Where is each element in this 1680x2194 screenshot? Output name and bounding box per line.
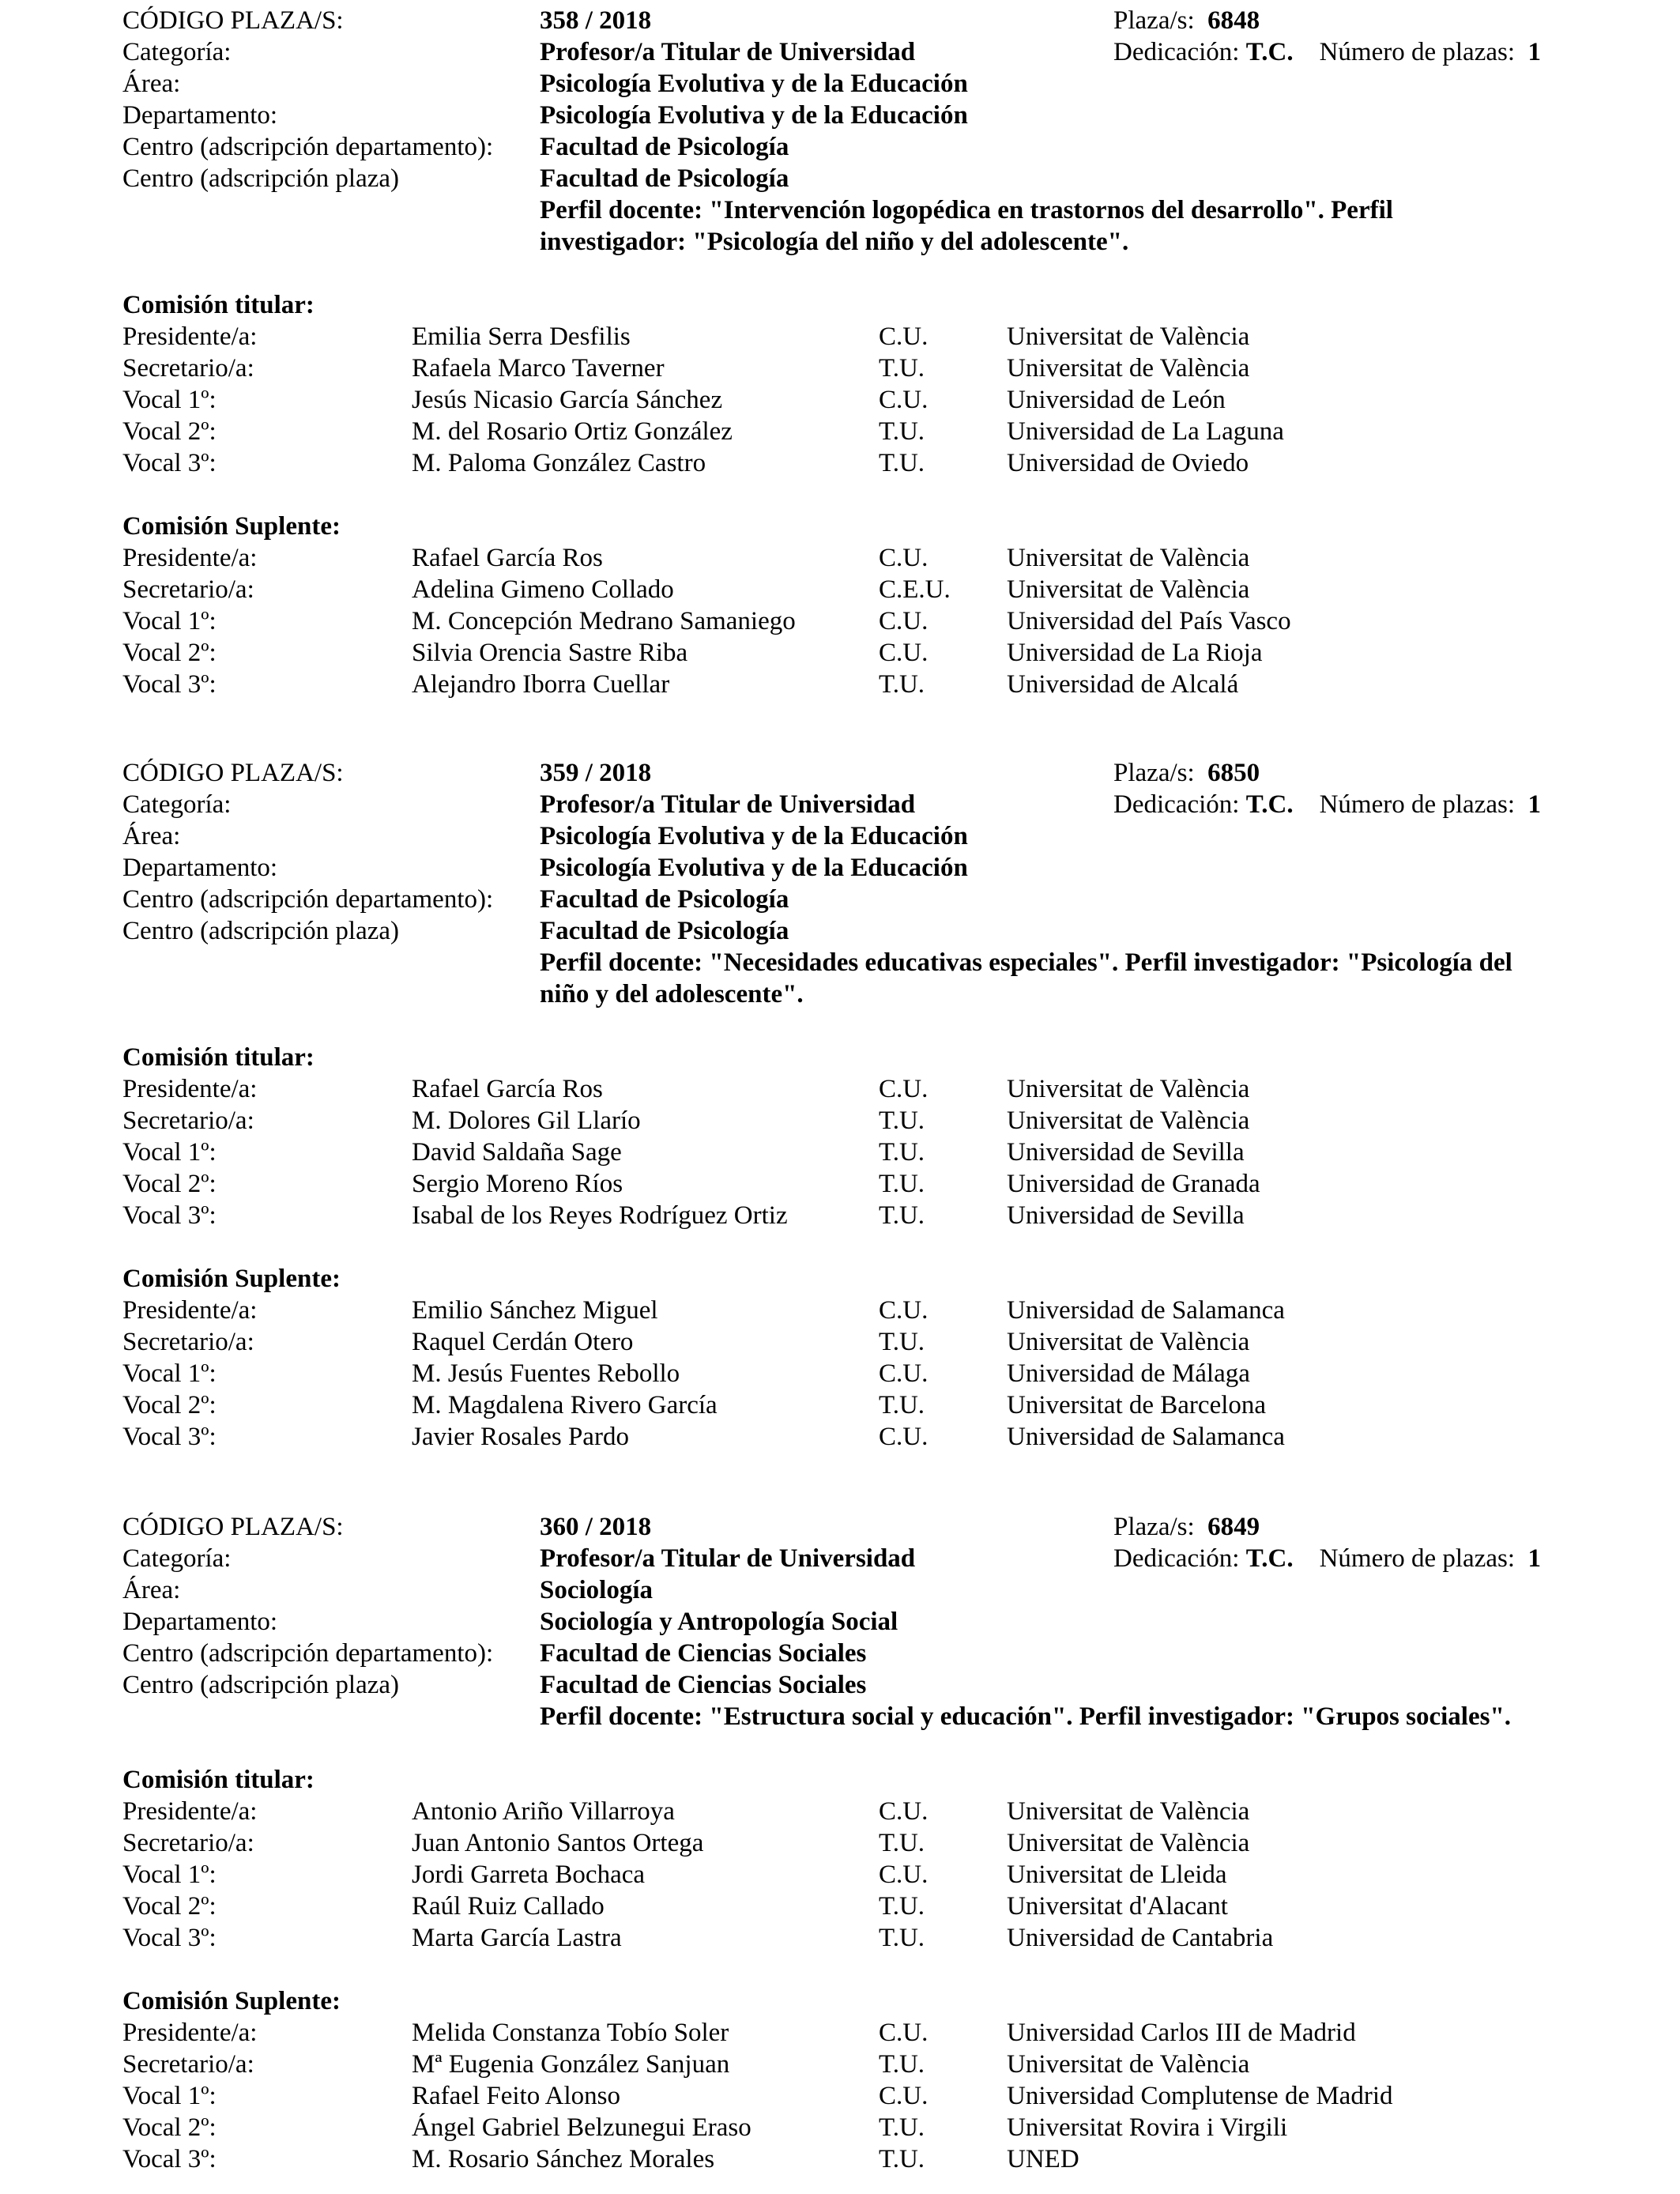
member-name: Javier Rosales Pardo xyxy=(412,1423,629,1451)
member-role: Vocal 2º: xyxy=(122,1892,217,1921)
member-category: C.U. xyxy=(879,1359,929,1388)
member-row xyxy=(122,1200,1624,1231)
member-role: Vocal 1º: xyxy=(122,2082,217,2110)
member-row xyxy=(122,637,1624,669)
member-category: C.U. xyxy=(879,1797,929,1826)
centro-departamento-value: Facultad de Psicología xyxy=(540,133,789,161)
member-row xyxy=(122,542,1624,574)
member-name: Antonio Ariño Villarroya xyxy=(412,1797,675,1826)
centro-plaza-label: Centro (adscripción plaza) xyxy=(122,164,400,193)
member-row xyxy=(122,1105,1624,1137)
perfil-line-1: Perfil docente: "Estructura social y educación". Perfil investigador: "Grupos sociales". xyxy=(540,1702,1512,1731)
member-university: Universidad del País Vasco xyxy=(1007,607,1291,635)
member-category: T.U. xyxy=(879,2050,925,2079)
codigo-label: CÓDIGO PLAZA/S: xyxy=(122,1513,344,1541)
member-name: M. Jesús Fuentes Rebollo xyxy=(412,1359,680,1388)
member-university: Universidad Complutense de Madrid xyxy=(1007,2082,1393,2110)
member-category: C.U. xyxy=(879,1296,929,1325)
suplente-members xyxy=(122,2017,1624,2175)
centro-plaza-value: Facultad de Ciencias Sociales xyxy=(540,1671,867,1699)
member-role: Presidente/a: xyxy=(122,1075,258,1103)
area-label: Área: xyxy=(122,70,181,98)
member-category: T.U. xyxy=(879,449,925,477)
departamento-label: Departamento: xyxy=(122,101,278,130)
codigo-value: 359 / 2018 xyxy=(540,759,652,787)
member-category: C.U. xyxy=(879,2019,929,2047)
member-name: David Saldaña Sage xyxy=(412,1138,622,1167)
member-role: Vocal 3º: xyxy=(122,1924,217,1952)
member-role: Secretario/a: xyxy=(122,1106,254,1135)
member-university: Universitat de València xyxy=(1007,1797,1250,1826)
member-name: Adelina Gimeno Collado xyxy=(412,575,674,604)
member-category: C.E.U. xyxy=(879,575,951,604)
dedicacion-label: Dedicación: xyxy=(1113,1544,1240,1573)
member-category: C.U. xyxy=(879,544,929,572)
numero-plazas-label: Número de plazas: xyxy=(1319,1544,1515,1573)
member-row xyxy=(122,321,1624,352)
area-value: Sociología xyxy=(540,1576,654,1604)
categoria-label: Categoría: xyxy=(122,790,232,819)
member-row xyxy=(122,2080,1624,2112)
member-university: Universitat Rovira i Virgili xyxy=(1007,2113,1288,2142)
member-role: Secretario/a: xyxy=(122,575,254,604)
comision-titular-heading: Comisión titular: xyxy=(122,1766,315,1794)
member-role: Vocal 3º: xyxy=(122,670,217,699)
member-role: Vocal 2º: xyxy=(122,1391,217,1419)
member-university: Universidad de Sevilla xyxy=(1007,1201,1245,1230)
centro-departamento-label: Centro (adscripción departamento): xyxy=(122,1639,494,1668)
member-role: Secretario/a: xyxy=(122,1829,254,1857)
member-role: Vocal 1º: xyxy=(122,607,217,635)
member-role: Secretario/a: xyxy=(122,1328,254,1356)
member-university: Universidad de Salamanca xyxy=(1007,1296,1285,1325)
member-row xyxy=(122,1891,1624,1922)
member-name: M. Concepción Medrano Samaniego xyxy=(412,607,796,635)
member-name: M. Dolores Gil Llarío xyxy=(412,1106,641,1135)
member-university: Universidad Carlos III de Madrid xyxy=(1007,2019,1356,2047)
member-category: T.U. xyxy=(879,1829,925,1857)
member-row xyxy=(122,1796,1624,1827)
member-university: Universidad de Málaga xyxy=(1007,1359,1250,1388)
member-name: Emilio Sánchez Miguel xyxy=(412,1296,658,1325)
categoria-value: Profesor/a Titular de Universidad xyxy=(540,1544,916,1573)
plazas-label: Plaza/s: xyxy=(1113,759,1195,787)
member-name: Jordi Garreta Bochaca xyxy=(412,1860,646,1889)
departamento-value: Psicología Evolutiva y de la Educación xyxy=(540,101,968,130)
titular-members xyxy=(122,1073,1624,1231)
member-name: Rafael García Ros xyxy=(412,544,603,572)
member-row xyxy=(122,1295,1624,1326)
member-name: M. Rosario Sánchez Morales xyxy=(412,2145,715,2173)
numero-plazas-value: 1 xyxy=(1527,38,1541,66)
member-name: M. Paloma González Castro xyxy=(412,449,706,477)
member-university: UNED xyxy=(1007,2145,1079,2173)
member-name: Mª Eugenia González Sanjuan xyxy=(412,2050,730,2079)
member-row xyxy=(122,2017,1624,2049)
member-row xyxy=(122,1168,1624,1200)
perfil-line-1: Perfil docente: "Necesidades educativas especiales". Perfil investigador: "Psicología del xyxy=(540,948,1512,977)
codigo-label: CÓDIGO PLAZA/S: xyxy=(122,6,344,35)
plaza-block-359 xyxy=(122,757,1624,1453)
member-category: T.U. xyxy=(879,2145,925,2173)
member-category: T.U. xyxy=(879,1170,925,1198)
comision-suplente-heading: Comisión Suplente: xyxy=(122,1265,341,1293)
member-category: T.U. xyxy=(879,2113,925,2142)
categoria-label: Categoría: xyxy=(122,38,232,66)
member-category: C.U. xyxy=(879,1860,929,1889)
titular-members xyxy=(122,321,1624,479)
member-name: Rafaela Marco Taverner xyxy=(412,354,665,383)
member-category: T.U. xyxy=(879,670,925,699)
member-category: T.U. xyxy=(879,354,925,383)
member-university: Universidad de Sevilla xyxy=(1007,1138,1245,1167)
area-label: Área: xyxy=(122,1576,181,1604)
member-name: M. Magdalena Rivero García xyxy=(412,1391,718,1419)
member-role: Vocal 3º: xyxy=(122,1201,217,1230)
member-university: Universidad de La Rioja xyxy=(1007,639,1263,667)
categoria-label: Categoría: xyxy=(122,1544,232,1573)
plaza-number: 6848 xyxy=(1207,6,1260,35)
member-row xyxy=(122,2143,1624,2175)
member-university: Universitat de Barcelona xyxy=(1007,1391,1267,1419)
suplente-members xyxy=(122,1295,1624,1453)
member-row xyxy=(122,605,1624,637)
member-role: Vocal 2º: xyxy=(122,1170,217,1198)
member-row xyxy=(122,1358,1624,1389)
member-university: Universitat de Lleida xyxy=(1007,1860,1227,1889)
numero-plazas-value: 1 xyxy=(1527,790,1541,819)
member-role: Presidente/a: xyxy=(122,1797,258,1826)
member-name: Silvia Orencia Sastre Riba xyxy=(412,639,688,667)
plaza-number: 6850 xyxy=(1207,759,1260,787)
centro-plaza-value: Facultad de Psicología xyxy=(540,917,789,945)
dedicacion-value: T.C. xyxy=(1245,38,1294,66)
member-university: Universitat de València xyxy=(1007,1075,1250,1103)
member-name: Melida Constanza Tobío Soler xyxy=(412,2019,729,2047)
comision-suplente-heading: Comisión Suplente: xyxy=(122,1987,341,2015)
member-category: T.U. xyxy=(879,1201,925,1230)
member-university: Universidad de Granada xyxy=(1007,1170,1260,1198)
member-row xyxy=(122,447,1624,479)
member-name: Rafael García Ros xyxy=(412,1075,603,1103)
member-category: C.U. xyxy=(879,1423,929,1451)
member-name: Emilia Serra Desfilis xyxy=(412,322,631,351)
comision-suplente-heading: Comisión Suplente: xyxy=(122,512,341,541)
centro-departamento-value: Facultad de Psicología xyxy=(540,885,789,914)
dedicacion-value: T.C. xyxy=(1245,1544,1294,1573)
member-role: Vocal 3º: xyxy=(122,1423,217,1451)
comision-titular-heading: Comisión titular: xyxy=(122,291,315,319)
member-category: C.U. xyxy=(879,1075,929,1103)
dedicacion-label: Dedicación: xyxy=(1113,790,1240,819)
member-university: Universitat de València xyxy=(1007,354,1250,383)
member-row xyxy=(122,574,1624,605)
member-row xyxy=(122,384,1624,416)
member-university: Universidad de León xyxy=(1007,386,1226,414)
member-name: Jesús Nicasio García Sánchez xyxy=(412,386,723,414)
member-name: Juan Antonio Santos Ortega xyxy=(412,1829,704,1857)
member-name: M. del Rosario Ortiz González xyxy=(412,417,733,446)
area-label: Área: xyxy=(122,822,181,850)
member-role: Presidente/a: xyxy=(122,2019,258,2047)
member-row xyxy=(122,1389,1624,1421)
plaza-block-358 xyxy=(122,5,1624,700)
member-category: T.U. xyxy=(879,1138,925,1167)
member-university: Universitat de València xyxy=(1007,544,1250,572)
member-role: Presidente/a: xyxy=(122,322,258,351)
member-role: Vocal 1º: xyxy=(122,386,217,414)
member-university: Universitat de València xyxy=(1007,575,1250,604)
member-row xyxy=(122,1827,1624,1859)
member-name: Marta García Lastra xyxy=(412,1924,622,1952)
member-row xyxy=(122,2049,1624,2080)
dedicacion-value: T.C. xyxy=(1245,790,1294,819)
member-role: Vocal 1º: xyxy=(122,1860,217,1889)
member-category: C.U. xyxy=(879,2082,929,2110)
member-university: Universitat de València xyxy=(1007,322,1250,351)
member-university: Universidad de Alcalá xyxy=(1007,670,1239,699)
departamento-value: Psicología Evolutiva y de la Educación xyxy=(540,854,968,882)
member-name: Rafael Feito Alonso xyxy=(412,2082,620,2110)
member-category: T.U. xyxy=(879,1106,925,1135)
codigo-value: 360 / 2018 xyxy=(540,1513,652,1541)
member-category: C.U. xyxy=(879,322,929,351)
member-row xyxy=(122,1859,1624,1891)
member-row xyxy=(122,1922,1624,1954)
codigo-value: 358 / 2018 xyxy=(540,6,652,35)
member-role: Secretario/a: xyxy=(122,2050,254,2079)
numero-plazas-label: Número de plazas: xyxy=(1319,38,1515,66)
departamento-label: Departamento: xyxy=(122,1608,278,1636)
member-name: Raúl Ruiz Callado xyxy=(412,1892,605,1921)
member-university: Universidad de La Laguna xyxy=(1007,417,1284,446)
departamento-value: Sociología y Antropología Social xyxy=(540,1608,898,1636)
categoria-value: Profesor/a Titular de Universidad xyxy=(540,790,916,819)
member-row xyxy=(122,1421,1624,1453)
member-name: Raquel Cerdán Otero xyxy=(412,1328,634,1356)
centro-departamento-label: Centro (adscripción departamento): xyxy=(122,885,494,914)
codigo-label: CÓDIGO PLAZA/S: xyxy=(122,759,344,787)
member-row xyxy=(122,416,1624,447)
member-category: T.U. xyxy=(879,1924,925,1952)
plazas-label: Plaza/s: xyxy=(1113,1513,1195,1541)
member-university: Universidad de Oviedo xyxy=(1007,449,1249,477)
member-name: Isabal de los Reyes Rodríguez Ortiz xyxy=(412,1201,788,1230)
centro-departamento-label: Centro (adscripción departamento): xyxy=(122,133,494,161)
numero-plazas-value: 1 xyxy=(1527,1544,1541,1573)
centro-plaza-label: Centro (adscripción plaza) xyxy=(122,1671,400,1699)
member-row xyxy=(122,1326,1624,1358)
member-category: C.U. xyxy=(879,386,929,414)
suplente-members xyxy=(122,542,1624,700)
member-university: Universidad de Cantabria xyxy=(1007,1924,1274,1952)
member-role: Vocal 3º: xyxy=(122,2145,217,2173)
categoria-value: Profesor/a Titular de Universidad xyxy=(540,38,916,66)
member-university: Universitat de València xyxy=(1007,2050,1250,2079)
departamento-label: Departamento: xyxy=(122,854,278,882)
area-value: Psicología Evolutiva y de la Educación xyxy=(540,822,968,850)
member-name: Alejandro Iborra Cuellar xyxy=(412,670,670,699)
comision-titular-heading: Comisión titular: xyxy=(122,1043,315,1072)
centro-plaza-value: Facultad de Psicología xyxy=(540,164,789,193)
member-role: Vocal 2º: xyxy=(122,2113,217,2142)
member-role: Vocal 1º: xyxy=(122,1359,217,1388)
dedicacion-label: Dedicación: xyxy=(1113,38,1240,66)
plazas-label: Plaza/s: xyxy=(1113,6,1195,35)
perfil-line-2: niño y del adolescente". xyxy=(540,980,804,1008)
member-role: Presidente/a: xyxy=(122,544,258,572)
member-role: Secretario/a: xyxy=(122,354,254,383)
plaza-block-360 xyxy=(122,1511,1624,2175)
member-category: T.U. xyxy=(879,1391,925,1419)
member-category: T.U. xyxy=(879,1328,925,1356)
centro-plaza-label: Centro (adscripción plaza) xyxy=(122,917,400,945)
member-row xyxy=(122,1137,1624,1168)
member-role: Vocal 1º: xyxy=(122,1138,217,1167)
plaza-number: 6849 xyxy=(1207,1513,1260,1541)
member-name: Sergio Moreno Ríos xyxy=(412,1170,623,1198)
member-category: C.U. xyxy=(879,607,929,635)
member-row xyxy=(122,2112,1624,2143)
member-university: Universitat de València xyxy=(1007,1328,1250,1356)
member-university: Universitat de València xyxy=(1007,1829,1250,1857)
numero-plazas-label: Número de plazas: xyxy=(1319,790,1515,819)
member-role: Vocal 2º: xyxy=(122,417,217,446)
area-value: Psicología Evolutiva y de la Educación xyxy=(540,70,968,98)
titular-members xyxy=(122,1796,1624,1954)
perfil-line-1: Perfil docente: "Intervención logopédica en trastornos del desarrollo". Perfil xyxy=(540,196,1393,224)
member-role: Vocal 2º: xyxy=(122,639,217,667)
member-row xyxy=(122,669,1624,700)
member-category: T.U. xyxy=(879,1892,925,1921)
member-category: C.U. xyxy=(879,639,929,667)
member-name: Ángel Gabriel Belzunegui Eraso xyxy=(412,2113,751,2142)
member-role: Presidente/a: xyxy=(122,1296,258,1325)
member-category: T.U. xyxy=(879,417,925,446)
member-row xyxy=(122,1073,1624,1105)
centro-departamento-value: Facultad de Ciencias Sociales xyxy=(540,1639,867,1668)
member-university: Universitat de València xyxy=(1007,1106,1250,1135)
perfil-line-2: investigador: "Psicología del niño y del adolescente". xyxy=(540,228,1129,256)
member-row xyxy=(122,352,1624,384)
member-university: Universidad de Salamanca xyxy=(1007,1423,1285,1451)
member-role: Vocal 3º: xyxy=(122,449,217,477)
member-university: Universitat d'Alacant xyxy=(1007,1892,1228,1921)
